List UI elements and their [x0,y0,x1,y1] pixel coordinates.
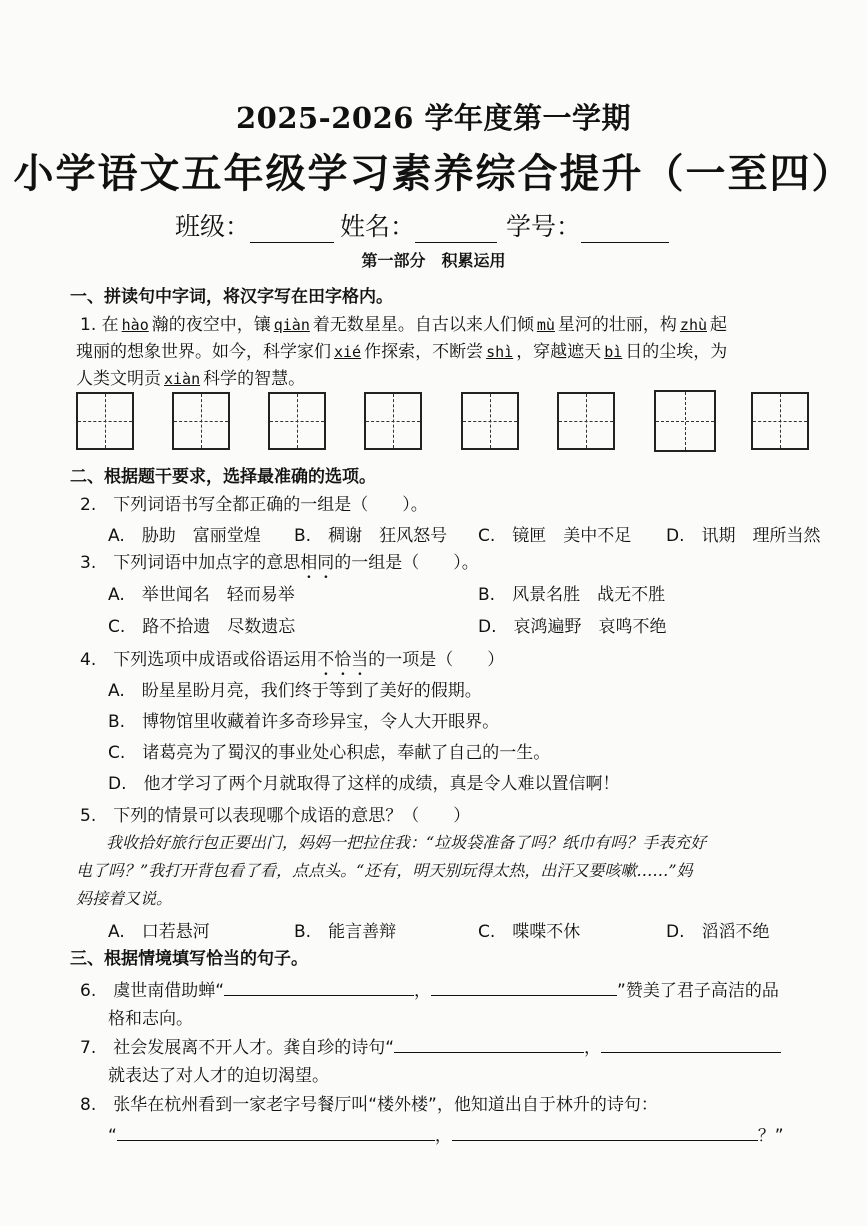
q7-line2: 就表达了对人才的迫切渴望。 [108,1066,329,1086]
tianzige-box-6[interactable] [557,392,615,450]
section2-heading: 二、根据题干要求，选择最准确的选项。 [70,467,376,487]
page-title: 小学语文五年级学习素养综合提升（一至四） [13,150,854,197]
q1-line2: 瑰丽的想象世界。如今，科学家们 xié 作探索，不断尝 shì ，穿越遮天 bì 日的尘埃，为 [76,342,728,362]
q3-stem: 3. 下列词语中加点字的意思相同的一组是（ ）。 [80,553,479,573]
q5-option-d[interactable]: D. 滔滔不绝 [666,922,770,942]
q4-stem: 4. 下列选项中成语或俗语运用不恰当的一项是（ ） [80,650,505,670]
q5-passage-line1: 我收拾好旅行包正要出门，妈妈一把拉住我：“垃圾袋准备了吗？纸巾有吗？手表充好 [106,833,707,852]
q5-passage-line3: 妈接着又说。 [76,889,173,908]
q1-line3: 人类文明贡 xiàn 科学的智慧。 [76,369,306,389]
q5-option-b[interactable]: B. 能言善辩 [294,922,397,942]
q1-line1: 1. 在 hào 瀚的夜空中，镶 qiàn 着无数星星。自古以来人们倾 mù 星河的壮丽，构 zhù 起 [80,315,728,335]
id-field[interactable] [506,207,669,243]
q8-blank-1[interactable] [117,1126,435,1141]
q2-stem: 2. 下列词语书写全都正确的一组是（ ）。 [80,495,428,515]
year-line: 2025-2026 学年度第一学期 [235,101,632,135]
q4-option-d[interactable]: D. 他才学习了两个月就取得了这样的成绩，真是令人难以置信啊！ [108,774,620,794]
name-field[interactable] [340,207,497,243]
q7-blank-1[interactable] [394,1038,584,1053]
q5-option-a[interactable]: A. 口若悬河 [108,922,210,942]
id-blank[interactable] [581,242,669,243]
q2-option-c[interactable]: C. 镜匣 美中不足 [478,526,632,546]
id-label: 学号： [506,212,582,241]
class-blank[interactable] [250,242,334,243]
q7-line1: 7. 社会发展离不开人才。龚自珍的诗句“ ， [80,1033,781,1058]
q8-line1: 8. 张华在杭州看到一家老字号餐厅叫“楼外楼”，他知道出自于林升的诗句： [80,1095,658,1115]
q5-option-c[interactable]: C. 喋喋不休 [478,922,581,942]
q5-stem: 5. 下列的情景可以表现哪个成语的意思？（ ） [80,806,471,826]
q7-blank-2[interactable] [601,1038,781,1053]
tianzige-box-7[interactable] [654,390,716,452]
class-label: 班级： [175,212,251,241]
q2-option-a[interactable]: A. 胁助 富丽堂煌 [108,526,261,546]
q3-option-c[interactable]: C. 路不拾遗 尽数遗忘 [108,617,296,637]
q8-blank-2[interactable] [452,1126,758,1141]
tianzige-box-2[interactable] [172,392,230,450]
q6-blank-2[interactable] [431,981,617,996]
q6-line2: 格和志向。 [108,1009,193,1029]
q8-line2: “ ， ？” [108,1126,784,1146]
section3-heading: 三、根据情境填写恰当的句子。 [70,949,308,969]
q3-option-d[interactable]: D. 哀鸿遍野 哀鸣不绝 [478,617,667,637]
q5-passage-line2: 电了吗？”我打开背包看了看，点点头。“还有，明天别玩得太热，出汗又要咳嗽……”妈 [76,861,693,880]
q4-option-b[interactable]: B. 博物馆里收藏着许多奇珍异宝，令人大开眼界。 [108,712,500,732]
tianzige-box-3[interactable] [268,392,326,450]
tianzige-box-4[interactable] [364,392,422,450]
tianzige-box-1[interactable] [76,392,134,450]
section1-heading: 一、拼读句中字词，将汉字写在田字格内。 [70,287,393,307]
q3-option-b[interactable]: B. 风景名胜 战无不胜 [478,585,666,605]
name-blank[interactable] [415,242,497,243]
q4-option-c[interactable]: C. 诸葛亮为了蜀汉的事业处心积虑，奉献了自己的一生。 [108,743,551,763]
q2-option-b[interactable]: B. 稠谢 狂风怒号 [294,526,448,546]
q2-option-d[interactable]: D. 讯期 理所当然 [666,526,821,546]
q3-option-a[interactable]: A. 举世闻名 轻而易举 [108,585,295,605]
tianzige-box-5[interactable] [461,392,519,450]
class-field[interactable] [175,207,334,243]
name-label: 姓名： [340,212,416,241]
q4-option-a[interactable]: A. 盼星星盼月亮，我们终于等到了美好的假期。 [108,681,482,701]
part-title: 第一部分 积累运用 [361,251,506,270]
tianzige-box-8[interactable] [751,392,809,450]
q6-line1: 6. 虞世南借助蝉“ ， ”赞美了君子高洁的品 [80,981,779,1001]
q6-blank-1[interactable] [224,981,414,996]
